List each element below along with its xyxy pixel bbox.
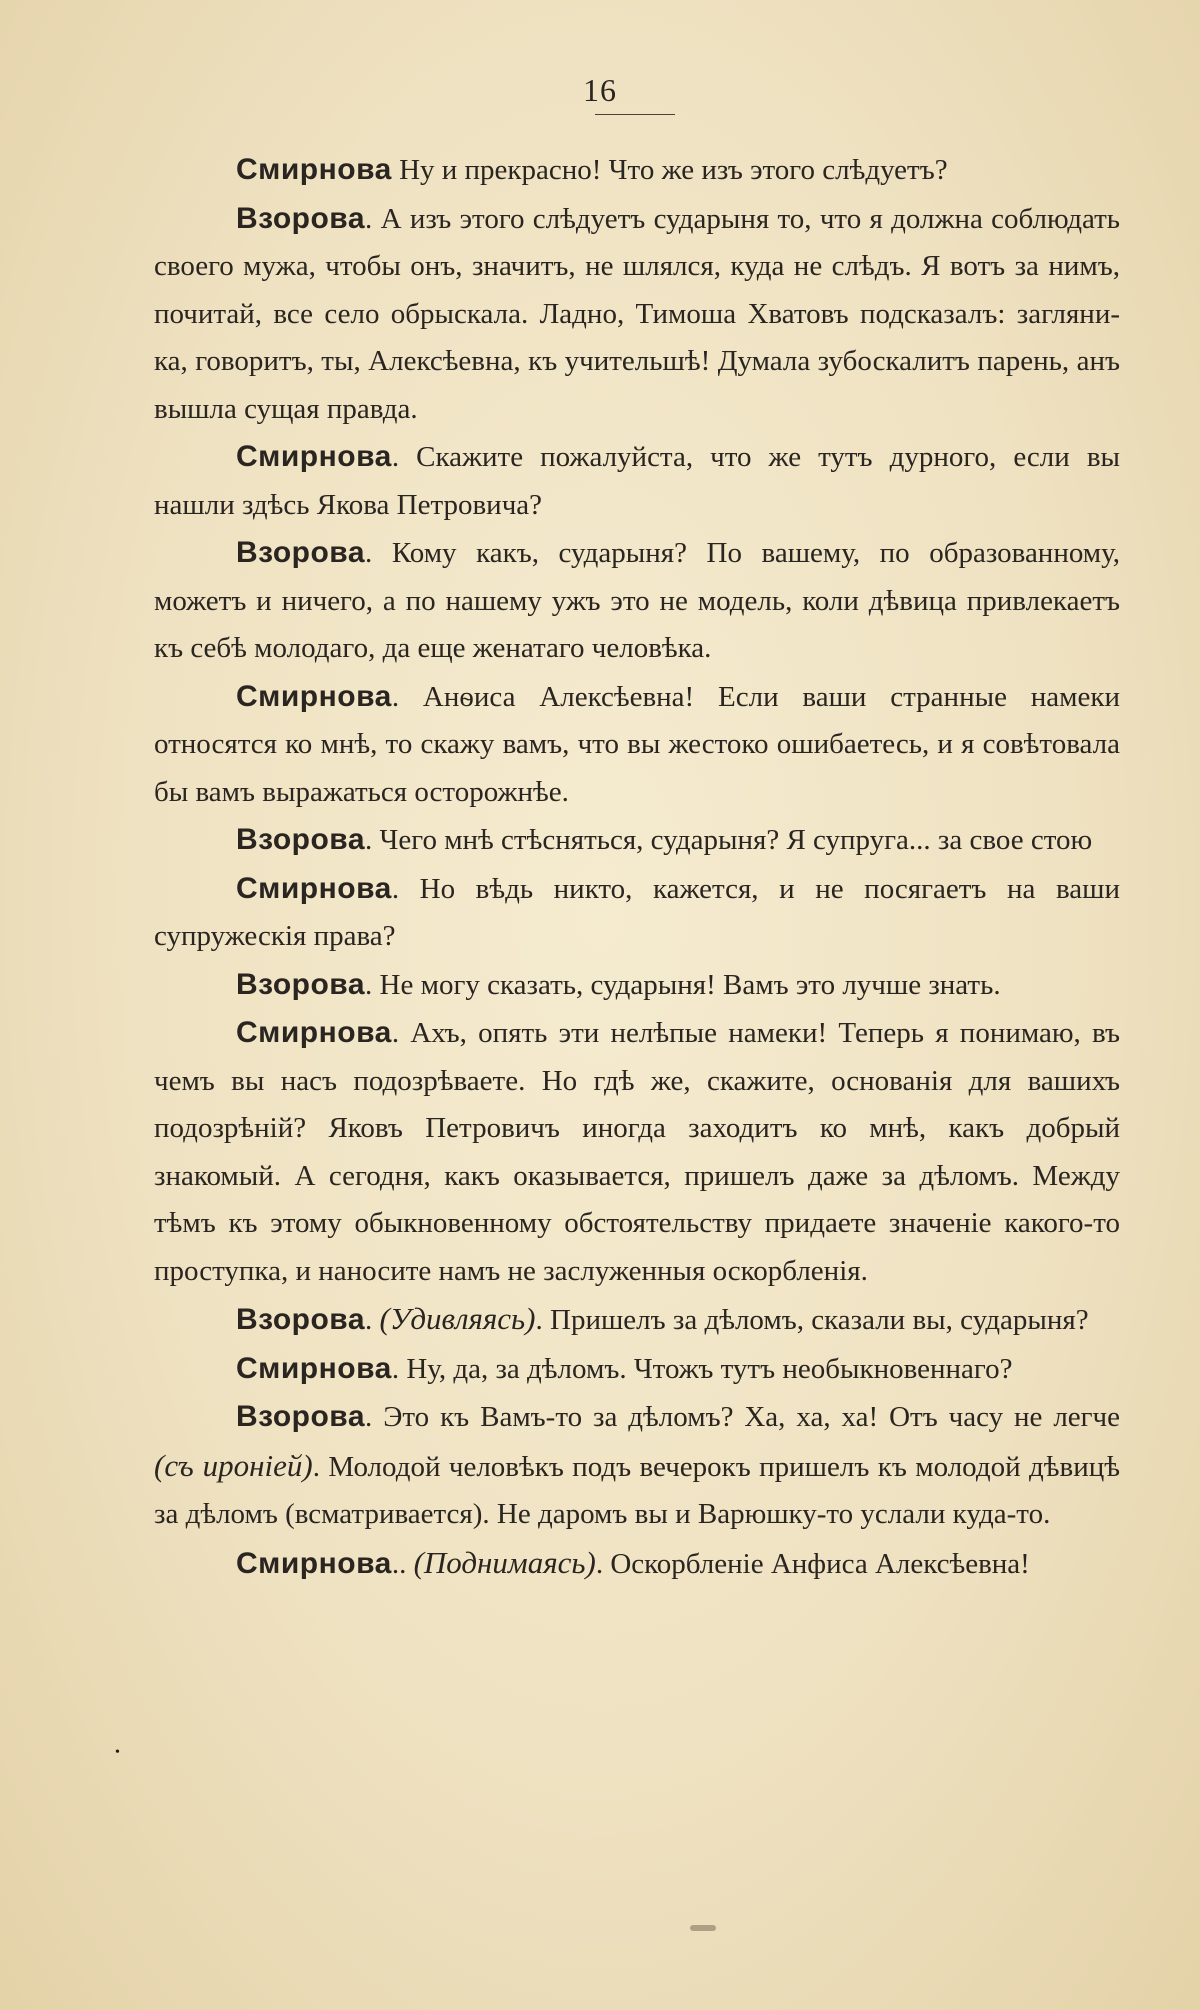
- speaker-separator: .: [391, 1017, 411, 1049]
- dialogue-paragraph: [154, 1295, 1120, 1345]
- speech-text: А изъ этого слѣдуетъ сударыня то, что я должна соблюдать своего мужа, чтобы онъ, значитъ, не шлялся, куда не слѣдъ. Я вотъ за нимъ, почитай, все село обрыскала. Ладно, Тимоша Хватовъ подсказалъ: загляни-ка, говоритъ, ты, Алексѣевна, къ учительшѣ! Думала зубоскалитъ парень, анъ вышла сущая правда.: [154, 202, 1121, 425]
- speaker-name: Смирнова: [236, 871, 392, 905]
- dialogue-paragraph: [154, 146, 1120, 195]
- paper-stain: [690, 1925, 716, 1931]
- speech-text: Это къ Вамъ-то за дѣломъ? Ха, ха, ха! Отъ часу не легче: [383, 1401, 1121, 1433]
- page-number: 16: [583, 72, 617, 108]
- speaker-separator: .: [391, 1352, 407, 1385]
- speaker-name: Смирнова: [236, 1016, 392, 1049]
- speaker-name: Взорова: [236, 1303, 366, 1336]
- speaker-separator: .: [365, 537, 392, 569]
- speech-text: Но вѣдь никто, кажется, и не посягаетъ на ваши супружескія права?: [154, 872, 1121, 952]
- speech-text: . Оскорбленіе Анфиса Алексѣевна!: [595, 1547, 1030, 1580]
- speaker-separator: .: [365, 1304, 380, 1336]
- speech-text: Ну и прекрасно! Что же изъ этого слѣдуетъ?: [399, 154, 948, 186]
- speaker-name: Смирнова: [236, 440, 392, 473]
- speaker-separator: .: [365, 824, 380, 856]
- dialogue-paragraph: [154, 673, 1120, 817]
- dialogue-paragraph: [154, 1009, 1120, 1295]
- dialogue-text: [154, 146, 1120, 1588]
- speaker-separator: .: [365, 968, 380, 1001]
- speech-text: . Пришелъ за дѣломъ, сказали вы, сударыня?: [535, 1304, 1089, 1336]
- speech-text: Не могу сказать, сударыня! Вамъ это лучше знать.: [379, 968, 1001, 1001]
- speaker-separator: .: [391, 680, 423, 713]
- speech-text: . Молодой человѣкъ подъ вечерокъ пришелъ къ молодой дѣвицѣ за дѣломъ (всматривается). Не даромъ вы и Варюшку-то услали куда-то.: [154, 1450, 1120, 1530]
- speaker-name: Взорова: [236, 201, 366, 235]
- speaker-name: Взорова: [236, 1400, 366, 1433]
- speaker-name: Взорова: [236, 823, 366, 856]
- dialogue-paragraph: [154, 961, 1120, 1010]
- speaker-separator: ..: [391, 1547, 414, 1580]
- speaker-name: Смирнова: [236, 679, 392, 713]
- speech-text: Чего мнѣ стѣсняться, сударыня? Я супруга... за свое стою: [379, 824, 1093, 856]
- speech-text: Скажите пожалуйста, что же тутъ дурного, если вы нашли здѣсь Якова Петровича?: [154, 441, 1120, 521]
- speaker-name: Смирнова: [236, 1351, 392, 1385]
- dialogue-paragraph: [154, 1345, 1120, 1394]
- stage-direction: (Удивляясь): [379, 1301, 536, 1336]
- dialogue-paragraph: [154, 865, 1120, 961]
- speaker-separator: .: [365, 1401, 384, 1433]
- speaker-name: Смирнова: [236, 1546, 392, 1580]
- dialogue-paragraph: [154, 816, 1120, 865]
- dialogue-paragraph: [154, 195, 1120, 434]
- stage-direction: (Поднимаясь): [413, 1544, 596, 1580]
- speaker-separator: .: [391, 872, 420, 905]
- dialogue-paragraph: [154, 1539, 1120, 1589]
- speaker-separator: [392, 154, 399, 186]
- speaker-separator: .: [391, 441, 417, 473]
- speech-text: Ну, да, за дѣломъ. Чтожъ тутъ необыкновеннаго?: [406, 1352, 1013, 1385]
- speech-text: Ахъ, опять эти нелѣпые намеки! Теперь я понимаю, въ чемъ вы насъ подозрѣваете. Но гдѣ же, скажите, основанія для вашихъ подозрѣній? Яковъ Петровичъ иногда заходитъ ко мнѣ, какъ добрый знакомый. А сегодня, какъ оказывается, пришелъ даже за дѣломъ. Между тѣмъ къ этому обыкновенному обстоятельству придаете значеніе какого-то проступка, и наносите намъ не заслуженныя оскорбленія.: [154, 1017, 1121, 1287]
- dialogue-paragraph: [154, 1393, 1120, 1539]
- speaker-name: Взорова: [236, 967, 366, 1001]
- speaker-name: Взорова: [236, 536, 366, 569]
- dialogue-paragraph: [154, 433, 1120, 529]
- dialogue-paragraph: [154, 529, 1120, 673]
- stray-print-mark: •: [115, 1745, 120, 1760]
- speaker-separator: .: [365, 202, 381, 235]
- page-number-rule: [595, 114, 675, 115]
- stage-direction: (съ ироніей): [154, 1447, 313, 1483]
- speech-text: Анѳиса Алексѣевна! Если ваши странные намеки относятся ко мнѣ, то скажу вамъ, что вы жестоко ошибаетесь, и я совѣтовала бы вамъ выражаться осторожнѣе.: [154, 680, 1120, 808]
- speaker-name: Смирнова: [236, 153, 392, 186]
- speech-text: Кому какъ, сударыня? По вашему, по образованному, можетъ и ничего, а по нашему ужъ это не модель, коли дѣвица привлекаетъ къ себѣ молодаго, да еще женатаго человѣка.: [154, 537, 1120, 664]
